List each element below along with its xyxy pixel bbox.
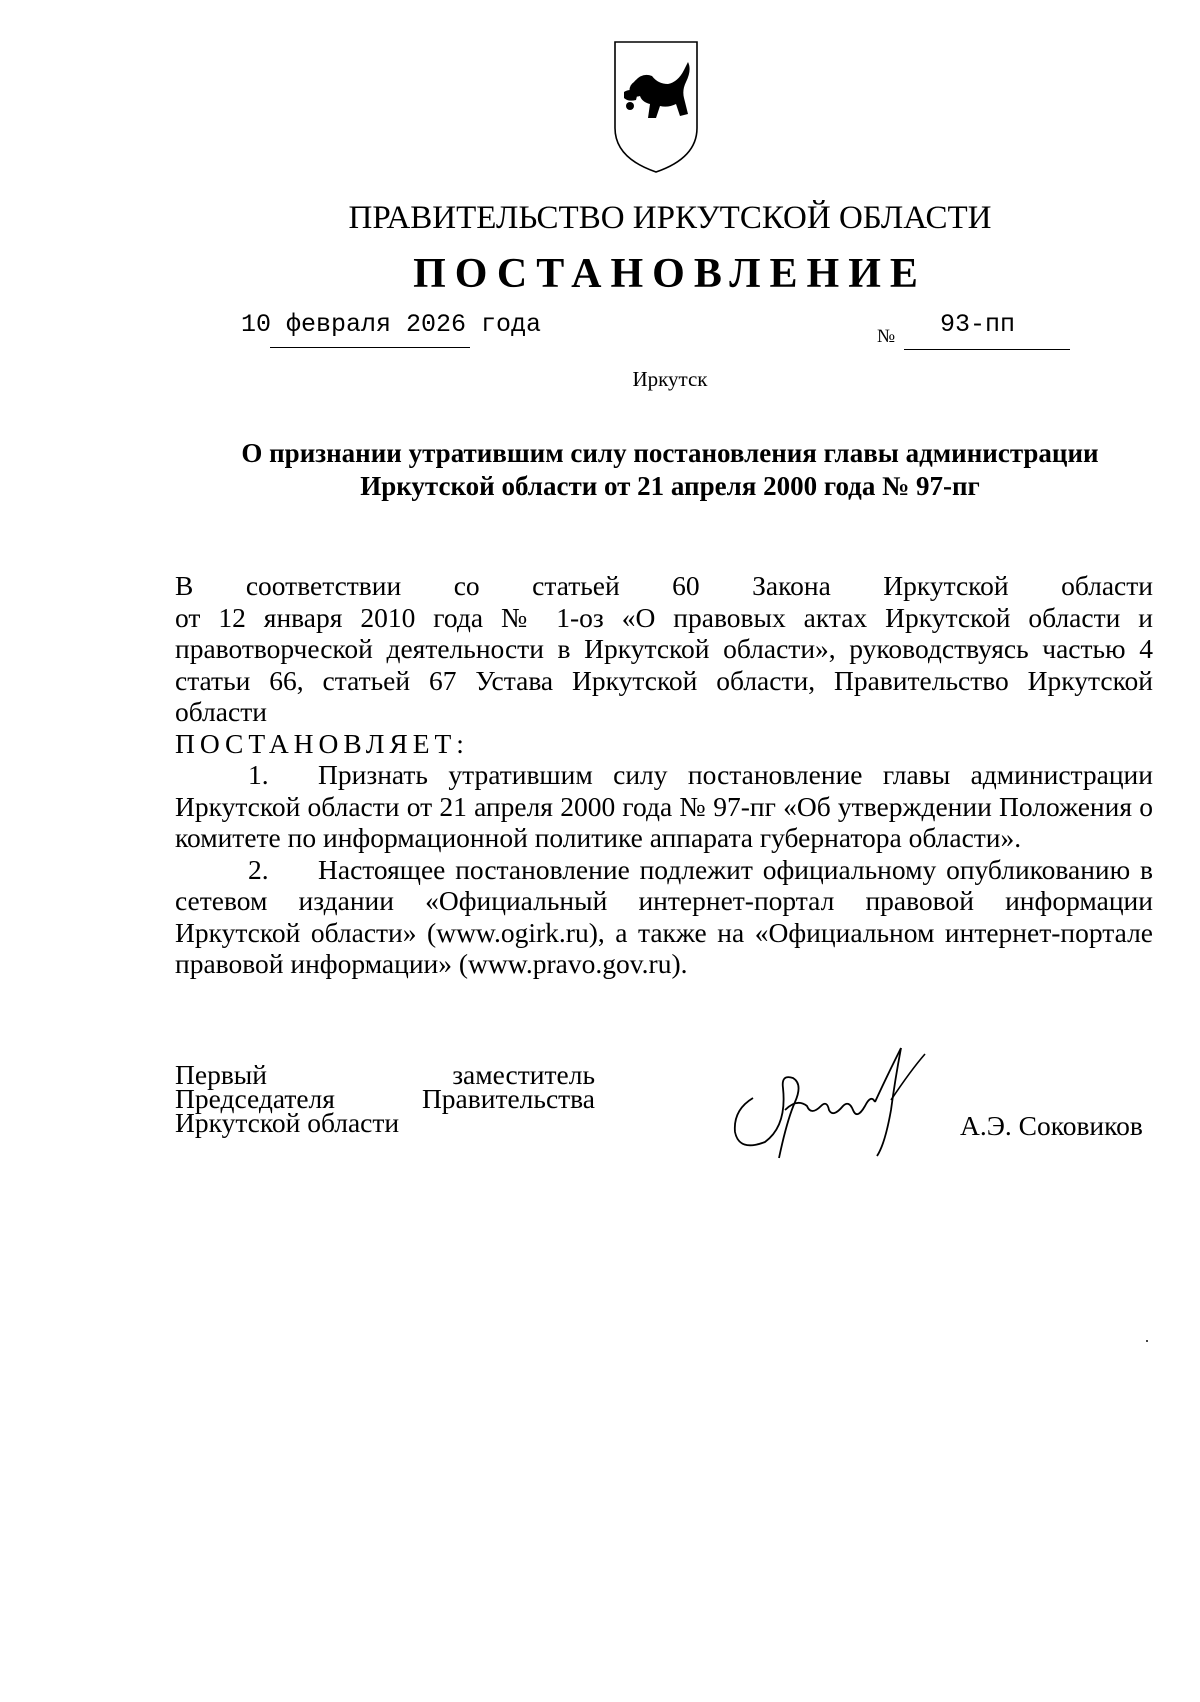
decree-word: ПОСТАНОВЛЯЕТ: (175, 727, 469, 759)
document-body (175, 570, 1153, 980)
item-number: 1. (248, 759, 269, 790)
subject-line-2: Иркутской области от 21 апреля 2000 года № 97-пг (360, 471, 980, 501)
document-date: 10 февраля 2026 года (241, 310, 542, 339)
position-line-3: Иркутской области (175, 1107, 400, 1138)
document-number: 93-пп (940, 310, 1016, 339)
government-name: ПРАВИТЕЛЬСТВО ИРКУТСКОЙ ОБЛАСТИ (348, 200, 992, 236)
item-text: Настоящее постановление подлежит официальному опубликованию в сетевом издании «Официальный интернет-портал правовой информации Иркутской области» (www.ogirk.ru), а также на «Официальном интернет-портале правовой информации» (www.pravo.gov.ru). (175, 853, 1153, 979)
position-line-2: Председателя Правительства (175, 1083, 595, 1114)
signatory-name: А.Э. Соковиков (960, 1110, 1143, 1141)
position-line-1: Первый заместитель (175, 1059, 595, 1090)
document-city: Иркутск (632, 367, 708, 391)
signatory-position (175, 1059, 595, 1138)
number-underline (904, 349, 1070, 350)
item-text: Признать утратившим силу постановление главы администрации Иркутской области от 21 апреля 2000 года № 97-пг «Об утверждении Положения о комитете по информационной политике аппарата губернатора области». (175, 759, 1153, 853)
scan-speck (1146, 1340, 1148, 1342)
preamble-first-line: В соответствии со статьей 60 Закона Иркутской области (175, 570, 1153, 601)
number-sign: № (877, 326, 896, 347)
preamble-paragraph (175, 570, 1153, 728)
document-type-title: ПОСТАНОВЛЕНИЕ (413, 251, 927, 297)
list-item (175, 854, 1153, 980)
irkutsk-coat-of-arms-icon (612, 40, 700, 174)
item-number: 2. (248, 853, 269, 885)
handwritten-signature (725, 1040, 935, 1160)
date-underline (270, 347, 470, 348)
list-item (175, 759, 1153, 854)
preamble-rest: от 12 января 2010 года № 1-оз «О правовых актах Иркутской области и правотворческой деятельности в Иркутской области», руководствуясь частью 4 статьи 66, статьей 67 Устава Иркутской области, Правительство Иркутской области (175, 601, 1153, 727)
document-subject (170, 437, 1170, 503)
subject-line-1: О признании утратившим силу постановления главы администрации (241, 438, 1099, 468)
